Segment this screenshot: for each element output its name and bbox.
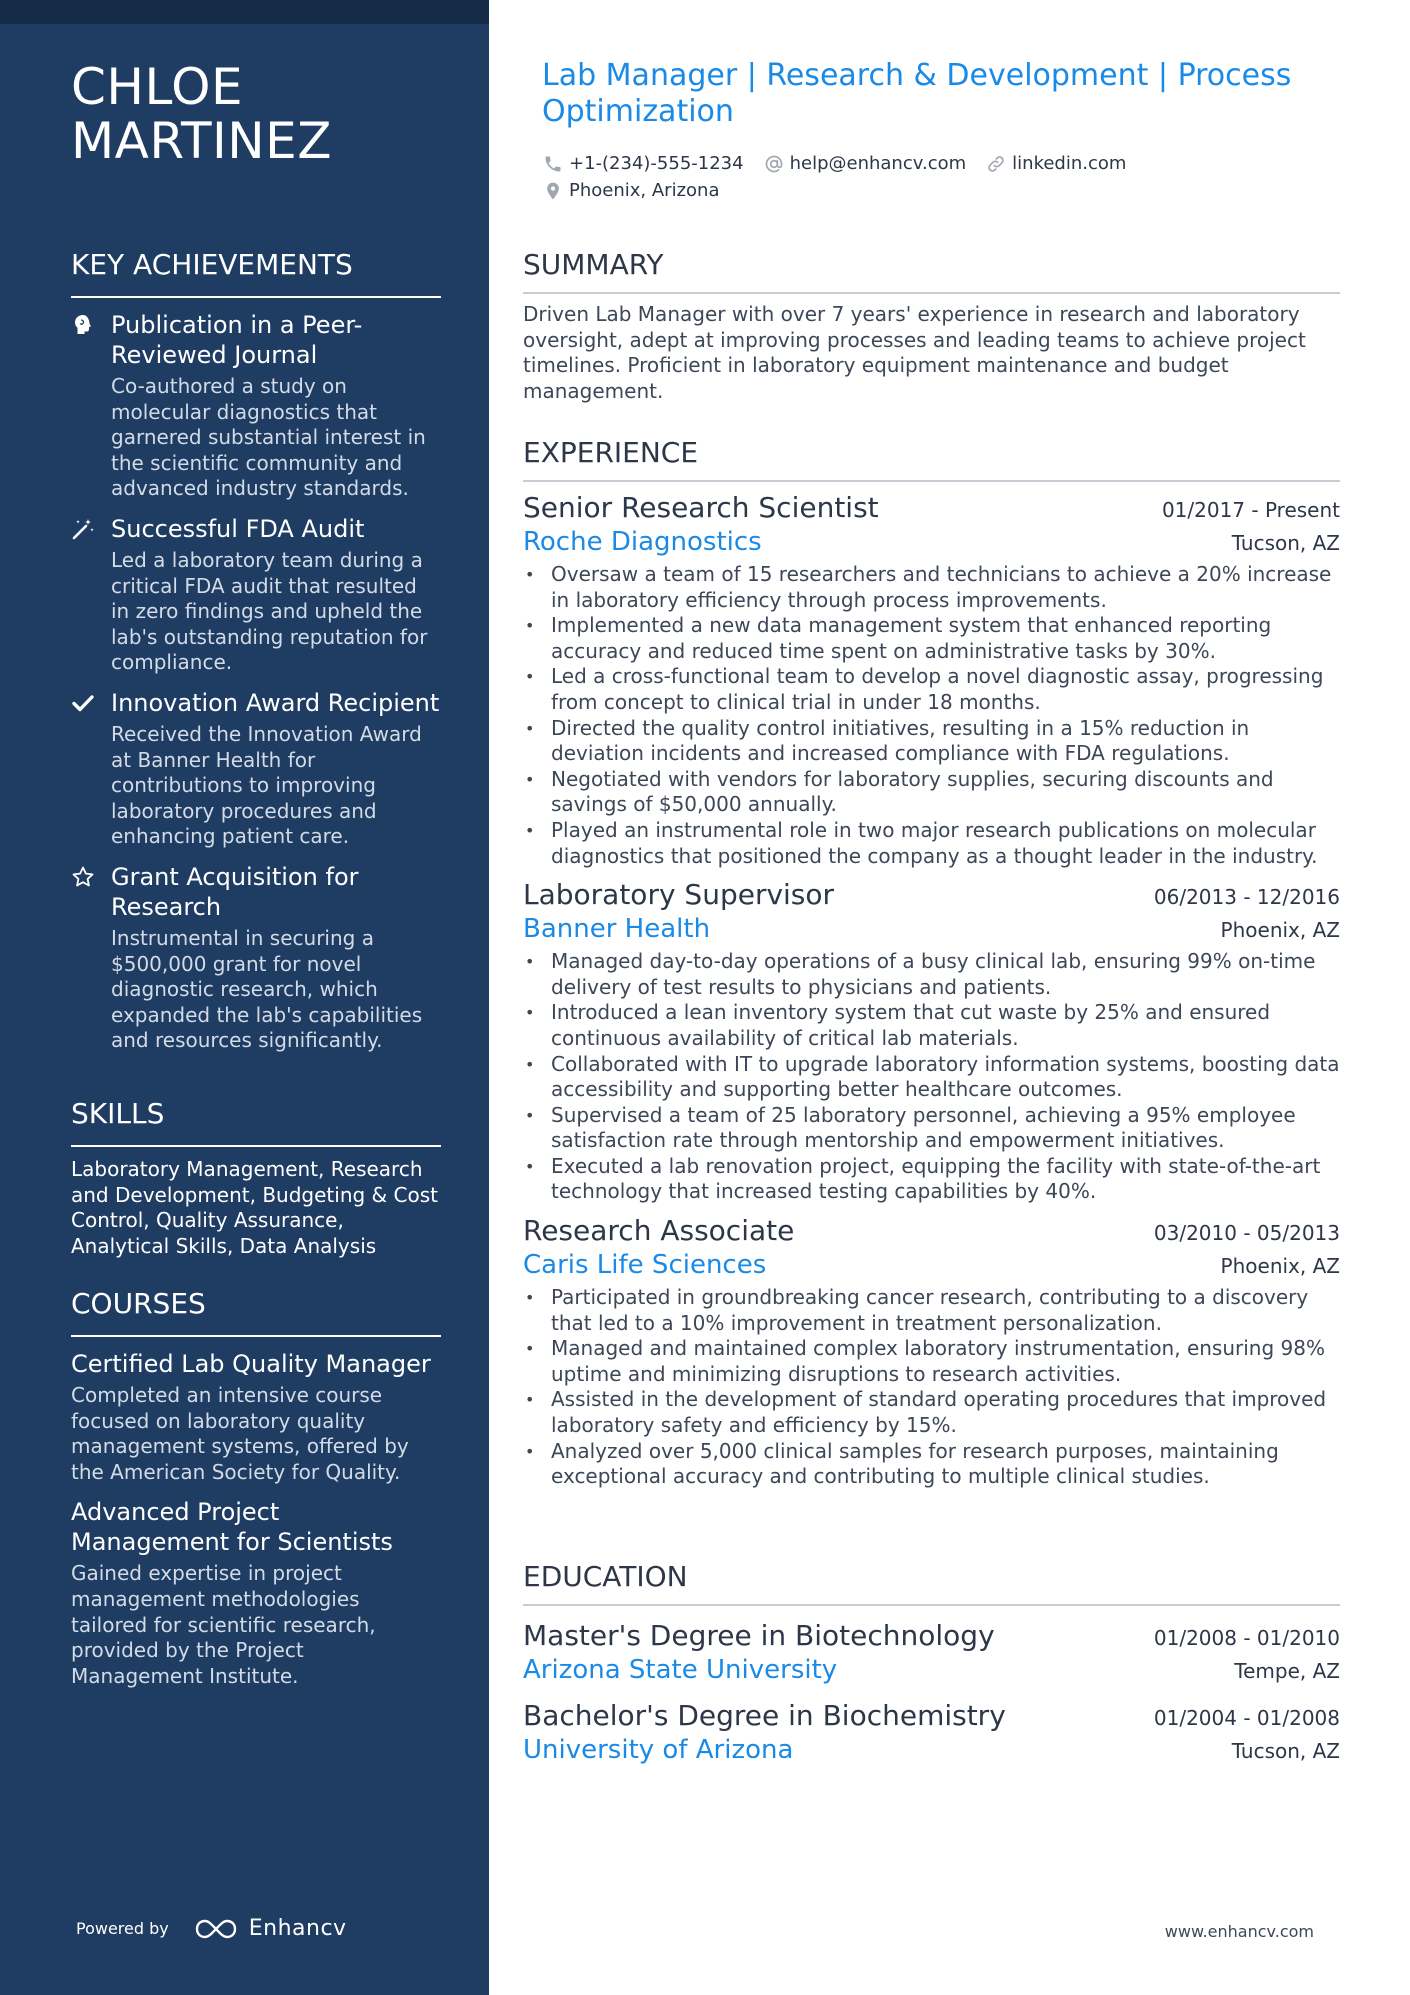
job-title: Research Associate [523,1214,795,1248]
job-bullets [523,949,1340,1205]
job-entry [523,877,1340,1205]
course-item [71,1349,441,1485]
achievement-title: Innovation Award Recipient [111,688,440,717]
location-text: Phoenix, Arizona [569,180,720,201]
job-bullet: • Executed a lab renovation project, equipping the facility with state-of-the-art technology that increased testing capabilities by 40%. [523,1154,1340,1205]
school-location: Tucson, AZ [1231,1739,1340,1763]
achievement-title: Successful FDA Audit [111,514,365,543]
job-entry [523,490,1340,869]
achievement-description: Instrumental in securing a $500,000 grant for novel diagnostic research, which expanded the lab's capabilities and resources significantly. [111,925,423,1053]
brand-name: Enhancv [248,1916,347,1941]
degree-title: Master's Degree in Biotechnology [523,1619,995,1652]
sidebar-top-strip [0,0,489,24]
job-title-row [523,877,1340,913]
checkmark-icon [71,691,95,715]
location-contact [543,180,719,201]
job-company[interactable]: Caris Life Sciences [523,1250,767,1281]
degree-dates: 01/2004 - 01/2008 [1153,1706,1340,1730]
phone-icon [543,154,563,174]
magic-wand-icon [71,517,95,541]
job-company[interactable]: Banner Health [523,914,711,945]
phone-contact[interactable] [543,153,744,174]
achievement-description: Led a laboratory team during a critical FDA audit that resulted in zero findings and upheld the lab's outstanding reputation for compliance. [111,547,428,675]
courses-heading: COURSES [71,1287,441,1337]
job-location: Phoenix, AZ [1220,1254,1340,1279]
enhancv-logo[interactable] [193,1916,347,1941]
courses-section [71,1287,441,1689]
achievement-description: Co-authored a study on molecular diagnostics that garnered substantial interest in the scientific community and advanced industry standards. [111,374,426,501]
school-name[interactable]: University of Arizona [523,1735,794,1765]
star-icon [71,865,95,889]
education-section [523,1560,1340,1766]
job-bullet: • Negotiated with vendors for laboratory supplies, securing discounts and savings of $50,000 annually. [523,767,1340,818]
summary-text: Driven Lab Manager with over 7 years' experience in research and laboratory oversight, adept at improving processes and leading teams to achieve project timelines. Proficient in laboratory equipment maintenance and budget management. [523,302,1306,403]
achievement-title: Grant Acquisition for Research [111,862,359,921]
job-location: Phoenix, AZ [1220,918,1340,943]
achievement-description: Received the Innovation Award at Banner Health for contributions to improving laboratory procedures and enhancing patient care. [111,721,422,849]
contact-row [543,177,1333,204]
job-bullets [523,1285,1340,1490]
job-bullet: • Introduced a lean inventory system that cut waste by 25% and ensured continuous availability of critical lab materials. [523,1000,1340,1051]
education-heading: EDUCATION [523,1560,1340,1606]
candidate-name: CHLOE MARTINEZ [71,58,332,170]
job-company[interactable]: Roche Diagnostics [523,527,762,557]
school-row [523,1734,1340,1766]
job-company-row [523,526,1340,558]
main-content [523,0,1340,1995]
contact-info [543,150,1333,204]
degree-row [523,1698,1340,1734]
infinity-logo-icon [193,1917,239,1941]
sidebar [0,0,489,1995]
job-location: Tucson, AZ [1231,531,1340,555]
job-company-row [523,1249,1340,1281]
job-bullet: • Assisted in the development of standard operating procedures that improved laboratory safety and efficiency by 15%. [523,1387,1340,1438]
email-address: help@enhancv.com [789,153,967,174]
job-bullet: • Implemented a new data management system that enhanced reporting accuracy and reduced time spent on administrative tasks by 30%. [523,613,1340,664]
job-entry [523,1213,1340,1490]
job-bullet: • Played an instrumental role in two major research publications on molecular diagnostics that positioned the company as a thought leader in the industry. [523,818,1340,869]
achievement-item [71,310,441,502]
job-bullet: • Directed the quality control initiatives, resulting in a 15% reduction in deviation incidents and increased compliance with FDA regulations. [523,716,1340,767]
job-dates: 06/2013 - 12/2016 [1153,885,1340,910]
job-bullet: • Led a cross-functional team to develop a novel diagnostic assay, progressing from concept to clinical trial in under 18 months. [523,664,1340,715]
job-bullet: • Managed day-to-day operations of a busy clinical lab, ensuring 99% on-time delivery of test results to physicians and patients. [523,949,1340,1000]
job-title-row [523,1213,1340,1249]
link-icon [986,154,1006,174]
skills-list: Laboratory Management, Research and Development, Budgeting & Cost Control, Quality Assurance, Analytical Skills, Data Analysis [71,1157,438,1258]
course-description: Gained expertise in project management methodologies tailored for scientific research, provided by the Project Management Institute. [71,1561,376,1688]
job-title: Laboratory Supervisor [523,878,835,912]
degree-row [523,1618,1340,1654]
course-description: Completed an intensive course focused on laboratory quality management systems, offered by the American Society for Quality. [71,1383,409,1484]
school-row [523,1654,1340,1686]
achievement-title: Publication in a Peer-Reviewed Journal [111,311,363,369]
linkedin-url: linkedin.com [1012,153,1127,174]
school-location: Tempe, AZ [1234,1659,1340,1683]
course-item [71,1497,441,1689]
linkedin-contact[interactable] [986,153,1126,174]
job-bullet: • Oversaw a team of 15 researchers and technicians to achieve a 20% increase in laboratory efficiency through process improvements. [523,562,1340,613]
job-company-row [523,913,1340,945]
key-achievements-section [71,248,441,1054]
degree-title: Bachelor's Degree in Biochemistry [523,1699,1006,1732]
job-bullet: • Collaborated with IT to upgrade laboratory information systems, boosting data accessibility and supporting better healthcare outcomes. [523,1052,1340,1103]
contact-row [543,150,1333,177]
achievement-item [71,688,441,850]
job-dates: 01/2017 - Present [1161,498,1340,522]
school-name[interactable]: Arizona State University [523,1655,838,1685]
skills-section [71,1097,441,1259]
education-entry [523,1618,1340,1686]
brain-icon [71,313,95,337]
job-dates: 03/2010 - 05/2013 [1153,1221,1340,1246]
summary-section [523,248,1340,404]
achievement-item [71,862,441,1054]
headline: Lab Manager | Research & Development | Process Optimization [542,58,1292,129]
job-bullet: • Analyzed over 5,000 clinical samples for research purposes, maintaining exceptional accuracy and contributing to multiple clinical studies. [523,1439,1340,1490]
job-title-row [523,490,1340,526]
education-entry [523,1698,1340,1766]
summary-heading: SUMMARY [523,248,1340,294]
location-pin-icon [543,181,563,201]
at-sign-icon [764,154,784,174]
email-contact[interactable] [764,153,967,174]
experience-section [523,436,1340,1490]
course-title: Certified Lab Quality Manager [71,1350,431,1378]
key-achievements-heading: KEY ACHIEVEMENTS [71,248,441,298]
experience-heading: EXPERIENCE [523,436,1340,482]
job-bullets [523,562,1340,869]
course-title: Advanced Project Management for Scientists [71,1498,393,1557]
phone-number: +1-(234)-555-1234 [569,153,744,174]
degree-dates: 01/2008 - 01/2010 [1153,1626,1340,1650]
powered-by-label: Powered by [76,1919,169,1938]
job-bullet: • Participated in groundbreaking cancer research, contributing to a discovery that led to a 10% improvement in treatment personalization. [523,1285,1340,1336]
footer-website[interactable]: www.enhancv.com [1164,1922,1314,1941]
powered-by [76,1916,347,1941]
skills-heading: SKILLS [71,1097,441,1147]
job-bullet: • Managed and maintained complex laboratory instrumentation, ensuring 98% uptime and minimizing disruptions to research activities. [523,1336,1340,1387]
achievement-item [71,514,441,676]
job-bullet: • Supervised a team of 25 laboratory personnel, achieving a 95% employee satisfaction rate through mentorship and empowerment initiatives. [523,1103,1340,1154]
job-title: Senior Research Scientist [523,491,879,524]
